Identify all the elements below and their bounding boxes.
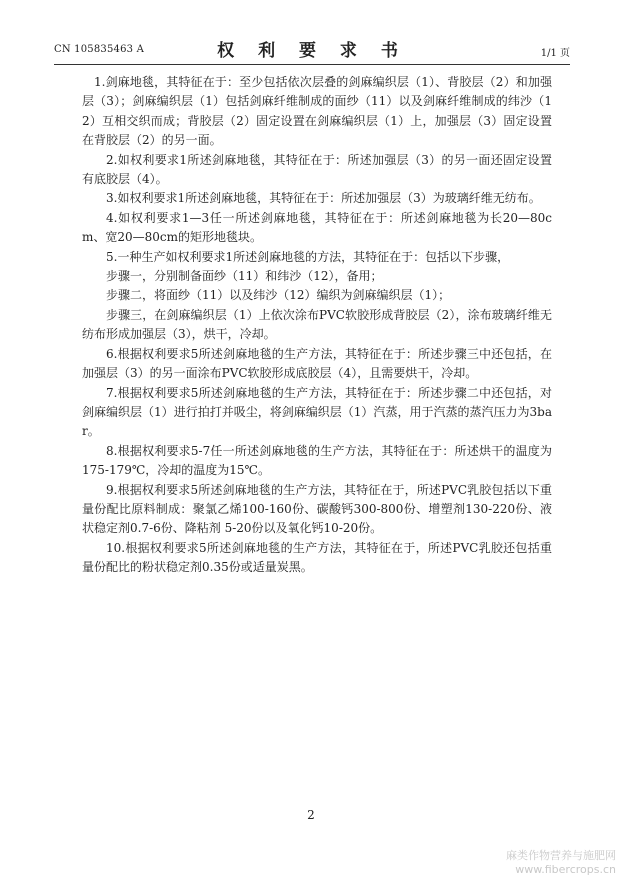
claim-text: 5.一种生产如权利要求1所述剑麻地毯的方法，其特征在于：包括以下步骤， <box>106 249 510 264</box>
claim-text: 8.根据权利要求5-7任一所述剑麻地毯的生产方法，其特征在于：所述烘干的温度为175-179℃，冷却的温度为15℃。 <box>82 443 552 478</box>
watermark-url: www.fibercrops.cn <box>515 863 616 876</box>
claim-step-text: 步骤三，在剑麻编织层（1）上依次涂布PVC软胶形成背胶层（2），涂布玻璃纤维无纺布形成加强层（3），烘干，冷却。 <box>82 307 552 342</box>
claim-text: 7.根据权利要求5所述剑麻地毯的生产方法，其特征在于：所述步骤二中还包括，对剑麻编织层（1）进行拍打并吸尘，将剑麻编织层（1）汽蒸，用于汽蒸的蒸汽压力为3bar。 <box>82 385 552 439</box>
watermark-site-name: 麻类作物营养与施肥网 <box>506 849 616 862</box>
claim-text: 4.如权利要求1—3任一所述剑麻地毯，其特征在于：所述剑麻地毯为长20—80cm、宽20—80cm的矩形地毯块。 <box>82 210 552 245</box>
claim-text: 10.根据权利要求5所述剑麻地毯的生产方法，其特征在于，所述PVC乳胶还包括重量份配比的粉状稳定剂0.35份或适量炭黑。 <box>82 540 552 575</box>
claim-2 <box>82 151 552 190</box>
claim-8 <box>82 442 552 481</box>
claim-7 <box>82 384 552 442</box>
claim-text: 1.剑麻地毯，其特征在于：至少包括依次层叠的剑麻编织层（1）、背胶层（2）和加强层（3）；剑麻编织层（1）包括剑麻纤维制成的面纱（11）以及剑麻纤维制成的纬沙（12）互相交织而成；背胶层（2）固定设置在剑麻编织层（1）上，加强层（3）固定设置在背胶层（2）的另一面。 <box>82 75 552 148</box>
header-divider <box>54 64 570 65</box>
page-header <box>54 36 570 64</box>
claim-5 <box>82 248 552 345</box>
claim-10 <box>82 539 552 578</box>
site-watermark <box>506 849 616 877</box>
claim-9 <box>82 481 552 539</box>
claim-text: 2.如权利要求1所述剑麻地毯，其特征在于：所述加强层（3）的另一面还固定设置有底胶层（4）。 <box>82 152 552 187</box>
claim-3 <box>82 189 552 208</box>
claim-step-text: 步骤一，分别制备面纱（11）和纬沙（12），备用； <box>106 269 383 284</box>
page-indicator: 1/1 页 <box>540 48 570 59</box>
page-number: 2 <box>307 808 315 822</box>
claim-text: 9.根据权利要求5所述剑麻地毯的生产方法，其特征在于，所述PVC乳胶包括以下重量份配比原料制成：聚氯乙烯100-160份、碳酸钙300-800份、增塑剂130-220份、液状稳定剂0.7-6份、降粘剂 5-20份以及氧化钙10-20份。 <box>82 482 552 536</box>
document-title: 权 利 要 求 书 <box>217 41 407 61</box>
claim-6 <box>82 345 552 384</box>
claim-step-text: 步骤二，将面纱（11）以及纬沙（12）编织为剑麻编织层（1）； <box>106 288 451 303</box>
claim-1 <box>82 73 552 151</box>
claim-text: 6.根据权利要求5所述剑麻地毯的生产方法，其特征在于：所述步骤三中还包括，在加强层（3）的另一面涂布PVC软胶形成底胶层（4），且需要烘干，冷却。 <box>82 346 552 381</box>
publication-number: CN 105835463 A <box>54 44 145 55</box>
claims-list <box>82 73 552 578</box>
claim-text: 3.如权利要求1所述剑麻地毯，其特征在于：所述加强层（3）为玻璃纤维无纺布。 <box>106 191 541 206</box>
claim-4 <box>82 209 552 248</box>
